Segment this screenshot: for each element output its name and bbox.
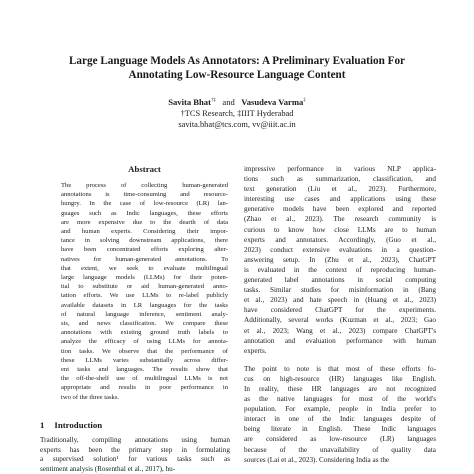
- right-paragraph-1-line: 2023) conduct extensive evaluations in a question-: [244, 245, 436, 254]
- abstract-line: hungry. In the case of low-resource (LR) lan-: [61, 200, 228, 208]
- abstract-line: annotations is time-consuming and resource-: [61, 191, 228, 199]
- abstract-line: natives for human-generated annotations. To: [61, 255, 228, 263]
- author-2-name: Vasudeva Varma: [241, 97, 304, 107]
- abstract-line: available datasets in LR languages for the tasks: [61, 301, 228, 309]
- right-paragraph-1-line: impressive performance in various NLP applica-: [244, 165, 436, 173]
- right-paragraph-1-line: have considered ChatGPT for the experiments.: [244, 306, 436, 315]
- author-1-marks: †‡: [210, 98, 216, 104]
- right-paragraph-1-line: is evaluated in the context of reproducing human-: [244, 265, 436, 274]
- paper-title-line-2: Annotating Low-Resource Language Content: [128, 69, 346, 81]
- right-paragraph-1-line: answering setup. In (Zhu et al., 2023), ChatGPT: [244, 255, 436, 264]
- abstract-line: are more expensive due to the dearth of data: [61, 218, 228, 226]
- section-number: 1: [40, 420, 45, 430]
- right-paragraph-2-line: being literate in English. These Indic languages: [244, 425, 436, 434]
- author-conjunction: and: [222, 97, 235, 107]
- right-paragraph-1-line: Additionally, several works (Kuzman et al., 2023; Gao: [244, 316, 436, 325]
- introduction-heading: [40, 420, 102, 430]
- right-paragraph-2-line: The point to note is that most of these efforts fo-: [244, 364, 436, 373]
- abstract-line: analyze the efficacy of using LLMs for annota-: [61, 338, 228, 346]
- abstract-line: have been concentrated efforts exploring alter-: [61, 246, 228, 254]
- abstract-line: The process of collecting human-generated: [61, 182, 228, 189]
- right-paragraph-2-line: because of the unavailability of quality data: [244, 445, 436, 454]
- abstract-line: tion tasks. We observe that the performance of: [61, 347, 228, 355]
- right-paragraph-2: [244, 364, 436, 465]
- section-title: Introduction: [54, 420, 103, 430]
- right-paragraph-2-line: as the native languages for most of the world's: [244, 395, 436, 404]
- introduction-body: [40, 436, 230, 474]
- abstract-line: appropriate and results in poor performance in: [61, 384, 228, 392]
- author-emails: savita.bhat@tcs.com, vv@iiit.ac.in: [178, 120, 296, 129]
- abstract-line: two of the three tasks.: [61, 393, 120, 401]
- right-paragraph-2-line: cus on high-resource (HR) languages like English.: [244, 374, 436, 383]
- author-1-name: Savita Bhat: [168, 97, 211, 107]
- abstract-line: and human experts. Considering their impor-: [61, 228, 228, 236]
- introduction-line: sentiment analysis (Rosenthal et al., 2017), hu-: [40, 464, 176, 473]
- right-paragraph-1-line: experts and annotators. Accordingly, (Guo et al.,: [244, 235, 436, 244]
- right-paragraph-2-line: interact in one of the Indic languages despite of: [244, 415, 436, 424]
- right-paragraph-1-line: et al., 2023) and hate speech in (Huang et al., 2023): [244, 296, 436, 305]
- abstract-line: that extent, we seek to evaluate multilingual: [61, 264, 228, 272]
- right-paragraph-1-line: interesting use cases and applications using these: [244, 195, 436, 204]
- right-paragraph-1-line: text generation (Liu et al., 2023). Furthermore,: [244, 185, 436, 194]
- introduction-line: a supervised solution¹ for various tasks such as: [40, 455, 230, 464]
- right-paragraph-1-line: tasks. Similar studies for misinformation in (Bang: [244, 286, 436, 295]
- right-column: [244, 164, 436, 465]
- abstract-line: ent tasks and languages. The results show that: [61, 366, 228, 374]
- right-paragraph-1-line: et al., 2023; Wang et al., 2023) compare ChatGPT's: [244, 326, 436, 335]
- right-paragraph-1-line: annotation and evaluation performance with human: [244, 336, 436, 345]
- paper-title-line-1: Large Language Models As Annotators: A Preliminary Evaluation For: [68, 55, 406, 67]
- right-paragraph-1-line: (Zhao et al., 2023). The research community is: [244, 215, 436, 224]
- abstract-line: tial to substitute or aid human-generated anno-: [61, 283, 228, 291]
- right-paragraph-1-line: generated label annotations in social computing: [244, 276, 436, 285]
- right-paragraph-1-line: curious to know how close LLMs are to human: [244, 225, 436, 234]
- abstract-line: tance in solving downstream applications, there: [61, 237, 228, 245]
- right-paragraph-1-line: generative models have been explored and reported: [244, 205, 436, 214]
- right-paragraph-2-line: sources (Lai et al., 2023). Considering India as the: [244, 455, 390, 464]
- introduction-line: experts has been the primary step in formulating: [40, 445, 230, 454]
- introduction-line: Traditionally, compiling annotations using human: [40, 436, 230, 444]
- author-2-marks: ‡: [303, 98, 306, 104]
- abstract-line: sis, and news classification. We compare these: [61, 320, 228, 328]
- abstract-heading: Abstract: [128, 164, 161, 174]
- abstract-line: of natural language inference, sentiment analy-: [61, 310, 228, 318]
- right-paragraph-2-line: In reality, these HR languages are not recognized: [244, 384, 436, 393]
- right-paragraph-1: [244, 164, 436, 356]
- right-paragraph-2-line: population. For example, people in India prefer to: [244, 405, 436, 414]
- abstract-line: tation efforts. We use LLMs to re-label publicly: [61, 292, 228, 300]
- abstract-line: the off-the-shelf use of multilingual LLMs is not: [61, 375, 228, 383]
- right-paragraph-2-line: are considered as low-resource (LR) languages: [244, 435, 436, 444]
- affiliations: †TCS Research, ‡IIIT Hyderabad: [180, 109, 294, 118]
- abstract-line: large language models (LLMs) for their poten-: [61, 274, 228, 282]
- right-paragraph-1-line: tions such as summarization, classification, and: [244, 175, 436, 184]
- abstract-line: these LLMs varies substantially across differ-: [61, 356, 228, 364]
- abstract-body: [61, 181, 228, 402]
- abstract-line: guages such as Indic languages, these efforts: [61, 209, 228, 217]
- right-paragraph-1-line: experts.: [244, 346, 267, 355]
- abstract-line: annotations with existing ground truth labels to: [61, 329, 228, 337]
- author-line: [0, 97, 474, 108]
